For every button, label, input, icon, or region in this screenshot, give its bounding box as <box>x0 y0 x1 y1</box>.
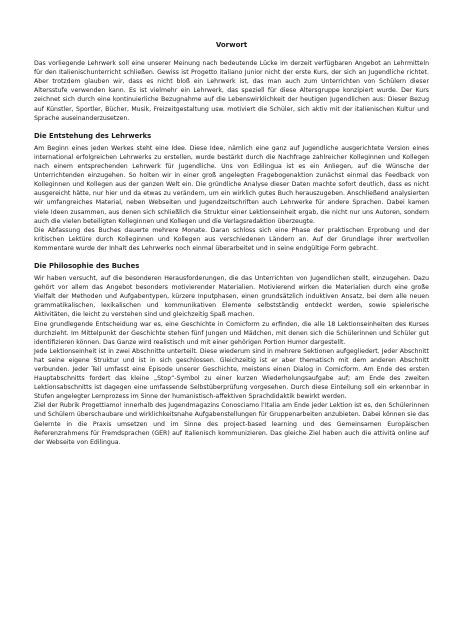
page-title: Vorwort <box>215 41 248 49</box>
section-heading-philosophie: Die Philosophie des Buches <box>34 261 140 270</box>
section-heading-entstehung: Die Entstehung des Lehrwerks <box>34 131 152 140</box>
paragraph: Ziel der Rubrik Progettiamo! innerhalb des Jugendmagazins Conosciamo l’Italia am Ende jeder Lektion ist es, den Schülerinnen und Schülern überschaubare und wirklichkeitsnahe Aufgabenstellungen für Gruppenarbeiten anzubieten. Dabei können sie das Gelernte in die Praxis umsetzen und im Sinne des project-based learning und des Gemeinsamen Europäischen Referenzrahmens für Fremdsprachen (GER) auf Italienisch kommunizieren. Das gleiche Ziel haben auch die attività online auf der Webseite von Edilingua. <box>34 402 429 446</box>
paragraph: Eine grundlegende Entscheidung war es, eine Geschichte in Comicform zu erfinden, die alle 18 Lektionseinheiten des Kurses durchzieht. Im Mittelpunkt der Geschichte stehen fünf Jungen und Mädchen, mit denen sich die Schülerinnen und Schüler gut identifizieren können. Das Ganze wird realistisch und mit einer gehörigen Portion Humor dargestellt. <box>34 320 429 346</box>
section-philosophie <box>34 274 429 447</box>
document-page <box>34 41 429 447</box>
section-entstehung <box>34 144 429 253</box>
paragraph: Die Abfassung des Buches dauerte mehrere Monate. Daran schloss sich eine Phase der praktischen Erprobung und der kritischen Lektüre durch Kolleginnen und Kollegen aus verschiedenen Ländern an. Auf der Grundlage ihrer wertvollen Kommentare wurde der Inhalt des Lehrwerks noch einmal überarbeitet und in seine endgültige Form gebracht. <box>34 226 429 252</box>
paragraph: Am Beginn eines jeden Werkes steht eine Idee. Diese Idee, nämlich eine ganz auf Jugendliche ausgerichtete Version eines international erfolgreichen Lehrwerks zu erstellen, wurde bestärkt durch die Nachfrage zahlreicher Kolleginnen und Kollegen nach einem entsprechenden Lehrwerk für Jugendliche. Uns von Edilingua ist es ein Anliegen, auf die Wünsche der Unterrichtenden einzugehen. So holten wir in einer groß angelegten Fragebogenaktion zunächst einmal das Feedback von Kolleginnen und Kollegen aus der ganzen Welt ein. Die gründliche Analyse dieser Daten machte sofort deutlich, dass es nicht ausgereicht hätte, nur hier und da etwas zu verändern, um ein wirklich gutes Buch herauszugeben. Anschließend analysierten wir umfangreiches Material, neben Webseiten und Jugendzeitschriften auch Lehrwerke für andere Sprachen. Dabei kamen viele Ideen zusammen, aus denen sich schließlich die Struktur einer Lektionseinheit ergab, die nicht nur uns Autoren, sondern auch die vielen beteiligten Kolleginnen und Kollegen und die Verlagsredaktion überzeugte. <box>34 144 429 225</box>
paragraph: Wir haben versucht, auf die besonderen Herausforderungen, die das Unterrichten von Jugendlichen stellt, einzugehen. Dazu gehört vor allem das Angebot besonders motivierender Materialien. Motivierend wirken die Materialien durch eine große Vielfalt der Methoden und Aufgabentypen, kürzere Inputphasen, einen grundsätzlich induktiven Ansatz, bei dem alle neuen grammatikalischen, lexikalischen und kommunikativen Elemente selbstständig entdeckt werden, sowie spielerische Aktivitäten, die leicht zu verstehen sind und gleichzeitig Spaß machen. <box>34 275 429 319</box>
paragraph: Jede Lektionseinheit ist in zwei Abschnitte unterteilt. Diese wiederum sind in mehrere Sektionen aufgegliedert. Jeder Abschnitt hat seine eigene Struktur und ist in sich geschlossen. Gleichzeitig ist er aber thematisch mit dem anderen Abschnitt verbunden. Jeder Teil umfasst eine Episode unserer Geschichte, meistens einen Dialog in Comicform. Am Ende des ersten Hauptabschnitts fordert das kleine „Stop“-Symbol zu einer kurzen Wiederholungsaufgabe auf; am Ende des zweiten Lektionsabschnitts ist dagegen eine umfassende Selbstüberprüfung vorgesehen. Durch diese Einteilung soll ein erkennbar in Stufen angelegter Lernprozess im Sinne der humanistisch-affektiven Sprachdidaktik bewirkt werden. <box>34 347 429 401</box>
intro-section <box>34 59 429 123</box>
intro-paragraph: Das vorliegende Lehrwerk soll eine unserer Meinung nach bedeutende Lücke im derzeit verfügbaren Angebot an Lehrmitteln für den Italienischunterricht schließen. Gewiss ist Progetto italiano Junior nicht der erste Kurs, der sich an Jugendliche richtet. Aber trotzdem glauben wir, dass es nicht bloß ein Lehrwerk ist, das man auch zum Unterrichten von Schülern dieser Altersstufe verwenden kann. Es ist vielmehr ein Lehrwerk, das speziell für diese Altersgruppe konzipiert wurde. Der Kurs zeichnet sich durch eine kontinuierliche Bezugnahme auf die Lebenswirklichkeit der heutigen Jugendlichen aus: Dieser Bezug auf Künstler, Sportler, Bücher, Musik, Freizeitgestaltung usw. motiviert die Schüler, sich aktiv mit der italienischen Kultur und Sprache auseinanderzusetzen. <box>34 60 429 122</box>
